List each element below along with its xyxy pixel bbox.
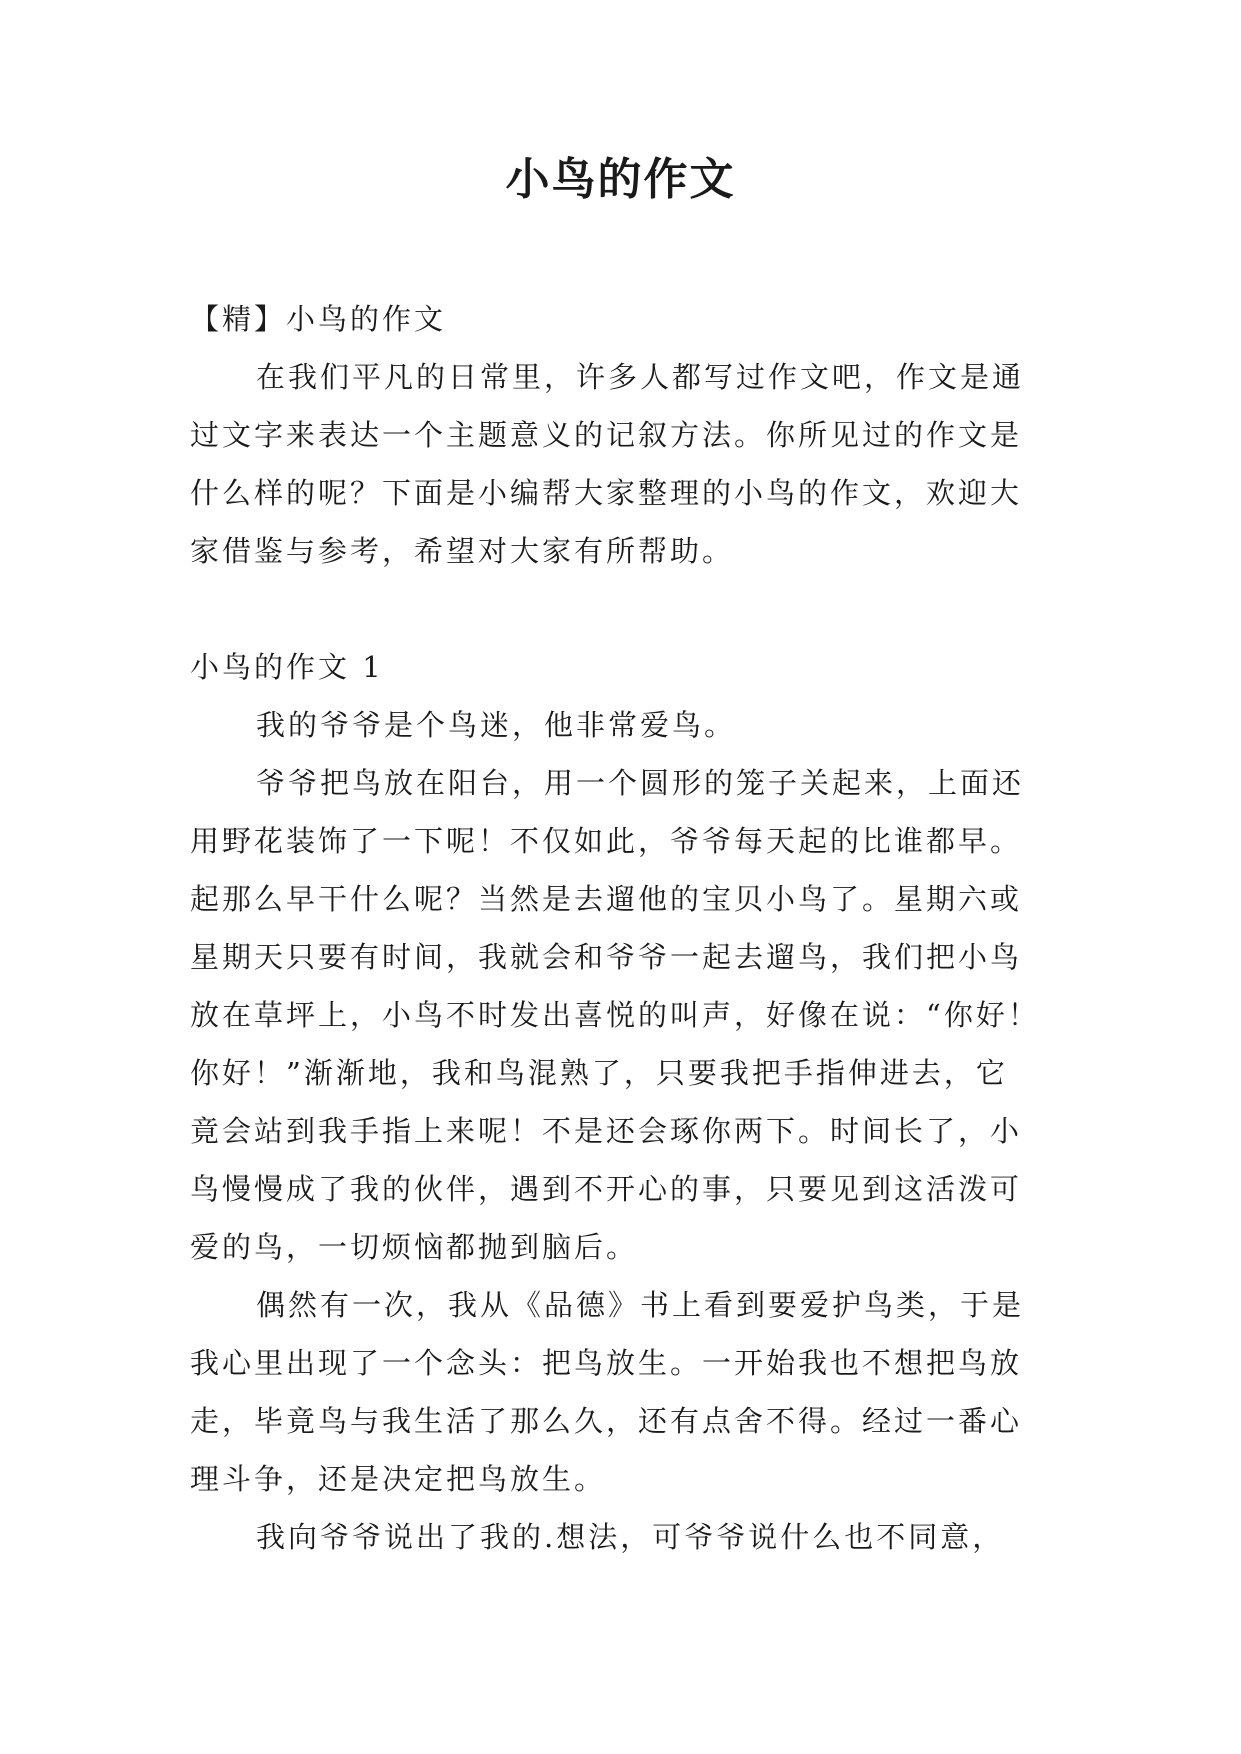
paragraph-line: 我向爷爷说出了我的.想法，可爷爷说什么也不同意， <box>256 1520 1005 1554</box>
paragraph-line: 爷爷把鸟放在阳台，用一个圆形的笼子关起来，上面还 <box>256 766 1025 800</box>
paragraph-line: 我心里出现了一个念头：把鸟放生。一开始我也不想把鸟放 <box>190 1346 1023 1380</box>
paragraph-line: 理斗争，还是决定把鸟放生。 <box>190 1462 607 1496</box>
body-paragraph-2 <box>190 754 1050 1276</box>
intro-line: 过文字来表达一个主题意义的记叙方法。你所见过的作文是 <box>190 418 1023 452</box>
document-title: 小鸟的作文 <box>505 154 736 205</box>
document-subtitle: 【精】小鸟的作文 <box>190 302 447 336</box>
paragraph-line: 爱的鸟，一切烦恼都抛到脑后。 <box>190 1230 639 1264</box>
intro-line: 在我们平凡的日常里，许多人都写过作文吧，作文是通 <box>256 360 1025 394</box>
paragraph-line: 我的爷爷是个鸟迷，他非常爱鸟。 <box>256 708 737 742</box>
body-paragraph-3 <box>190 1276 1050 1508</box>
body-paragraph-4 <box>190 1508 1050 1566</box>
paragraph-spacer <box>190 580 1050 638</box>
paragraph-line: 你好！”渐渐地，我和鸟混熟了，只要我把手指伸进去，它 <box>190 1056 1008 1090</box>
intro-line: 什么样的呢？下面是小编帮大家整理的小鸟的作文，欢迎大 <box>190 476 1023 510</box>
section-heading: 小鸟的作文 1 <box>190 650 384 684</box>
paragraph-line: 鸟慢慢成了我的伙伴，遇到不开心的事，只要见到这活泼可 <box>190 1172 1023 1206</box>
paragraph-line: 起那么早干什么呢？当然是去遛他的宝贝小鸟了。星期六或 <box>190 882 1023 916</box>
body-paragraph-1 <box>190 696 1050 754</box>
paragraph-line: 偶然有一次，我从《品德》书上看到要爱护鸟类，于是 <box>256 1288 1025 1322</box>
intro-paragraph <box>190 348 1050 580</box>
paragraph-line: 放在草坪上，小鸟不时发出喜悦的叫声，好像在说：“你好！ <box>190 998 1040 1032</box>
paragraph-line: 用野花装饰了一下呢！不仅如此，爷爷每天起的比谁都早。 <box>190 824 1023 858</box>
paragraph-line: 竟会站到我手指上来呢！不是还会琢你两下。时间长了，小 <box>190 1114 1023 1148</box>
document-body <box>190 290 1050 1566</box>
paragraph-line: 走，毕竟鸟与我生活了那么久，还有点舍不得。经过一番心 <box>190 1404 1023 1438</box>
paragraph-line: 星期天只要有时间，我就会和爷爷一起去遛鸟，我们把小鸟 <box>190 940 1023 974</box>
intro-line: 家借鉴与参考，希望对大家有所帮助。 <box>190 534 735 568</box>
